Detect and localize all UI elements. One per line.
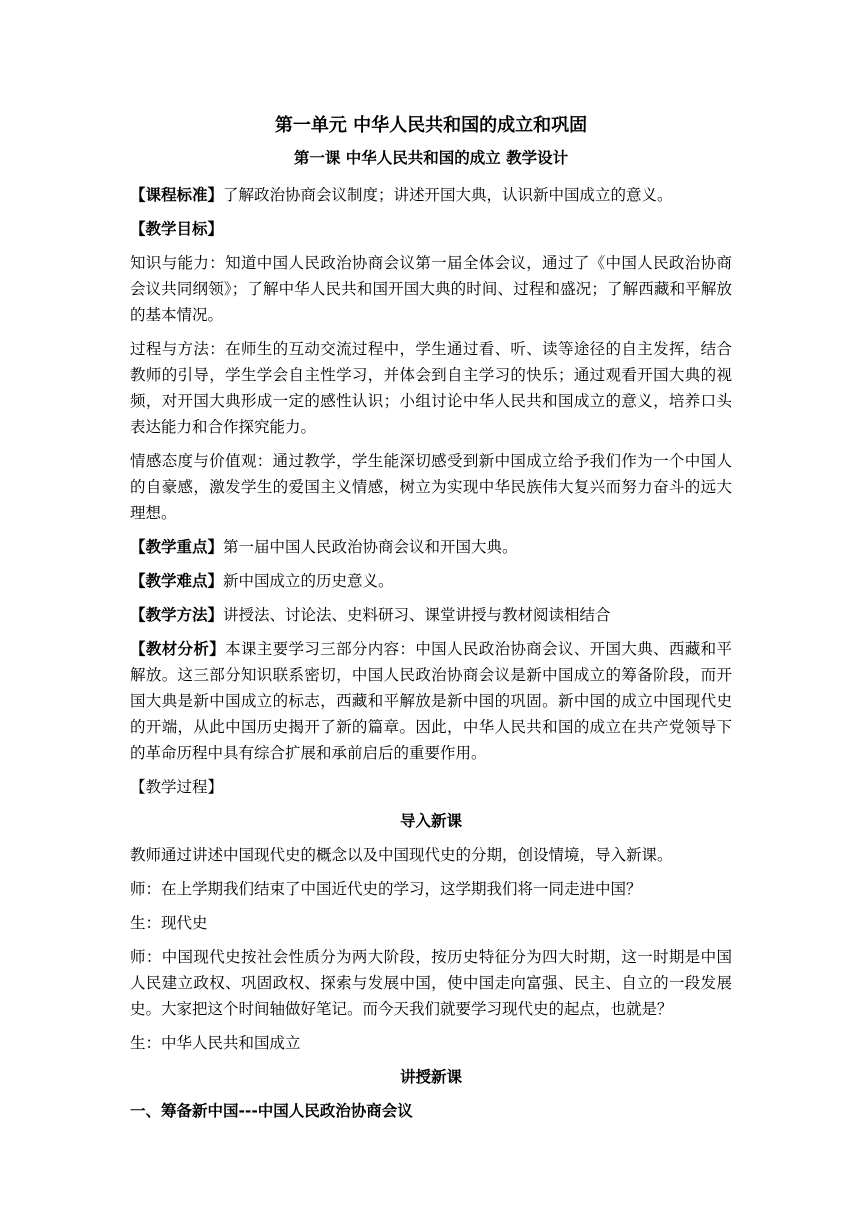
dialogue-line-1: 师：在上学期我们结束了中国近代史的学习，这学期我们将一同走进中国？: [130, 880, 642, 898]
methods-label: 【教学方法】: [130, 606, 224, 624]
dialogue-line-3: 师：中国现代史按社会性质分为两大阶段，按历史特征分为四大时期，这一时期是中国人民建立政权、巩固政权、探索与发展中国，使中国走向富强、民主、自立的一段发展史。大家把这个时间轴做好笔记。而今天我们就要学习现代史的起点，也就是？: [130, 948, 732, 1018]
analysis-label: 【教材分析】: [130, 640, 226, 658]
difficulties-paragraph: [130, 568, 732, 594]
lesson-subtitle: 第一课 中华人民共和国的成立 教学设计: [293, 149, 569, 167]
objective-knowledge: 知识与能力：知道中国人民政治协商会议第一届全体会议，通过了《中国人民政治协商会议共同纲领》；了解中华人民共和国开国大典的时间、过程和盛况；了解西藏和平解放的基本情况。: [130, 254, 732, 324]
analysis-paragraph: [130, 636, 732, 766]
intro-text: 教师通过讲述中国现代史的概念以及中国现代史的分期，创设情境，导入新课。: [130, 846, 673, 864]
objective-emotion: 情感态度与价值观：通过教学，学生能深切感受到新中国成立给予我们作为一个中国人的自豪感，激发学生的爱国主义情感，树立为实现中华民族伟大复兴而努力奋斗的远大理想。: [130, 452, 732, 522]
objective-process: 过程与方法：在师生的互动交流过程中，学生通过看、听、读等途径的自主发挥，结合教师的引导，学生学会自主性学习，并体会到自主学习的快乐；通过观看开国大典的视频，对开国大典形成一定的感性认识；小组讨论中华人民共和国成立的意义，培养口头表达能力和合作探究能力。: [130, 340, 732, 436]
lecture-heading: 讲授新课: [399, 1068, 462, 1086]
key-points-label: 【教学重点】: [130, 538, 224, 556]
key-points-paragraph: [130, 534, 732, 560]
process-heading: [130, 774, 732, 800]
methods-text: 讲授法、讨论法、史料研习、课堂讲授与教材阅读相结合: [223, 606, 611, 624]
course-standard-paragraph: [130, 182, 732, 208]
unit-title: 第一单元 中华人民共和国的成立和巩固: [274, 115, 588, 136]
section-1-heading: 一、筹备新中国---中国人民政治协商会议: [130, 1102, 413, 1120]
analysis-text: 本课主要学习三部分内容：中国人民政治协商会议、开国大典、西藏和平解放。这三部分知识联系密切，中国人民政治协商会议是新中国成立的筹备阶段，而开国大典是新中国成立的标志，西藏和平解放是新中国的巩固。新中国的成立中国现代史的开端，从此中国历史揭开了新的篇章。因此，中华人民共和国的成立在共产党领导下的革命历程中具有综合扩展和承前启后的重要作用。: [130, 640, 732, 762]
objectives-heading: [130, 216, 732, 242]
process-label: 【教学过程】: [130, 778, 224, 796]
methods-paragraph: [130, 602, 732, 628]
difficulties-text: 新中国成立的历史意义。: [223, 572, 394, 590]
course-standard-label: 【课程标准】: [130, 186, 224, 204]
dialogue-line-4: 生：中华人民共和国成立: [130, 1034, 301, 1052]
intro-heading: 导入新课: [399, 812, 462, 830]
objectives-label: 【教学目标】: [130, 220, 224, 238]
course-standard-text: 了解政治协商会议制度；讲述开国大典，认识新中国成立的意义。: [223, 186, 673, 204]
document-page: [130, 112, 732, 1132]
difficulties-label: 【教学难点】: [130, 572, 224, 590]
key-points-text: 第一届中国人民政治协商会议和开国大典。: [223, 538, 518, 556]
dialogue-line-2: 生：现代史: [130, 914, 208, 932]
